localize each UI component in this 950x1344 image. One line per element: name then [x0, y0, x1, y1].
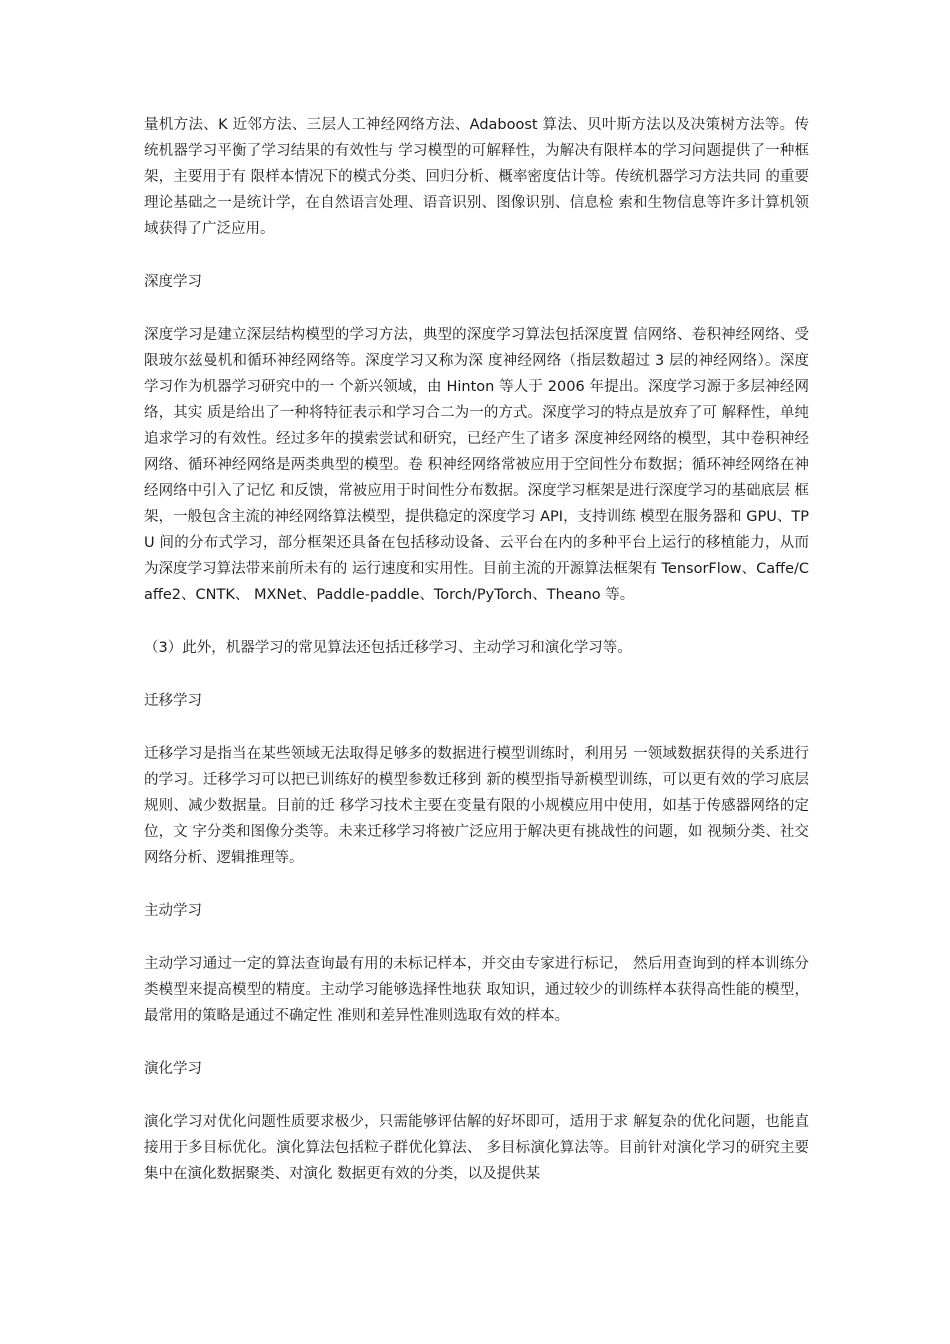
heading-transfer-learning: 迁移学习: [144, 693, 202, 709]
document-page: [144, 112, 809, 1214]
heading-evolutionary-learning: 演化学习: [144, 1061, 202, 1077]
paragraph-transfer-learning: 迁移学习是指当在某些领域无法取得足够多的数据进行模型训练时，利用另 一领域数据获得的关系进行的学习。迁移学习可以把已训练好的模型参数迁移到 新的模型指导新模型训练，可以更有效的学习底层规则、减少数据量。目前的迁 移学习技术主要在变量有限的小规模应用中使用，如基于传感器网络的定位，文 字分类和图像分类等。未来迁移学习将被广泛应用于解决更有挑战性的问题，如 视频分类、社交网络分析、逻辑推理等。: [144, 746, 809, 866]
paragraph-traditional-ml: 量机方法、K 近邻方法、三层人工神经网络方法、Adaboost 算法、贝叶斯方法以及决策树方法等。传统机器学习平衡了学习结果的有效性与 学习模型的可解释性，为解决有限样本的学习问题提供了一种框架，主要用于有 限样本情况下的模式分类、回归分析、概率密度估计等。传统机器学习方法共同 的重要理论基础之一是统计学，在自然语言处理、语音识别、图像识别、信息检 索和生物信息等许多计算机领域获得了广泛应用。: [144, 117, 809, 237]
paragraph-evolutionary-learning: 演化学习对优化问题性质要求极少，只需能够评估解的好坏即可，适用于求 解复杂的优化问题，也能直接用于多目标优化。演化算法包括粒子群优化算法、 多目标演化算法等。目前针对演化学习的研究主要集中在演化数据聚类、对演化 数据更有效的分类，以及提供某: [144, 1114, 809, 1182]
heading-active-learning: 主动学习: [144, 903, 202, 919]
paragraph-active-learning: 主动学习通过一定的算法查询最有用的未标记样本，并交由专家进行标记， 然后用查询到的样本训练分类模型来提高模型的精度。主动学习能够选择性地获 取知识，通过较少的训练样本获得高性能的模型，最常用的策略是通过不确定性 准则和差异性准则选取有效的样本。: [144, 956, 809, 1024]
heading-deep-learning: 深度学习: [144, 274, 202, 290]
paragraph-other-algorithms: （3）此外，机器学习的常见算法还包括迁移学习、主动学习和演化学习等。: [144, 640, 632, 656]
paragraph-deep-learning: 深度学习是建立深层结构模型的学习方法，典型的深度学习算法包括深度置 信网络、卷积神经网络、受限玻尔兹曼机和循环神经网络等。深度学习又称为深 度神经网络（指层数超过 3 层的神经网络）。深度学习作为机器学习研究中的一 个新兴领域，由 Hinton 等人于 2006 年提出。深度学习源于多层神经网络，其实 质是给出了一种将特征表示和学习合二为一的方式。深度学习的特点是放弃了可 解释性，单纯追求学习的有效性。经过多年的摸索尝试和研究，已经产生了诸多 深度神经网络的模型，其中卷积神经网络、循环神经网络是两类典型的模型。卷 积神经网络常被应用于空间性分布数据；循环神经网络在神经网络中引入了记忆 和反馈，常被应用于时间性分布数据。深度学习框架是进行深度学习的基础底层 框架，一般包含主流的神经网络算法模型，提供稳定的深度学习 API，支持训练 模型在服务器和 GPU、TPU 间的分布式学习，部分框架还具备在包括移动设备、云平台在内的多种平台上运行的移植能力，从而为深度学习算法带来前所未有的 运行速度和实用性。目前主流的开源算法框架有 TensorFlow、Caffe/Caffe2、CNTK、 MXNet、Paddle-paddle、Torch/PyTorch、Theano 等。: [144, 327, 809, 603]
